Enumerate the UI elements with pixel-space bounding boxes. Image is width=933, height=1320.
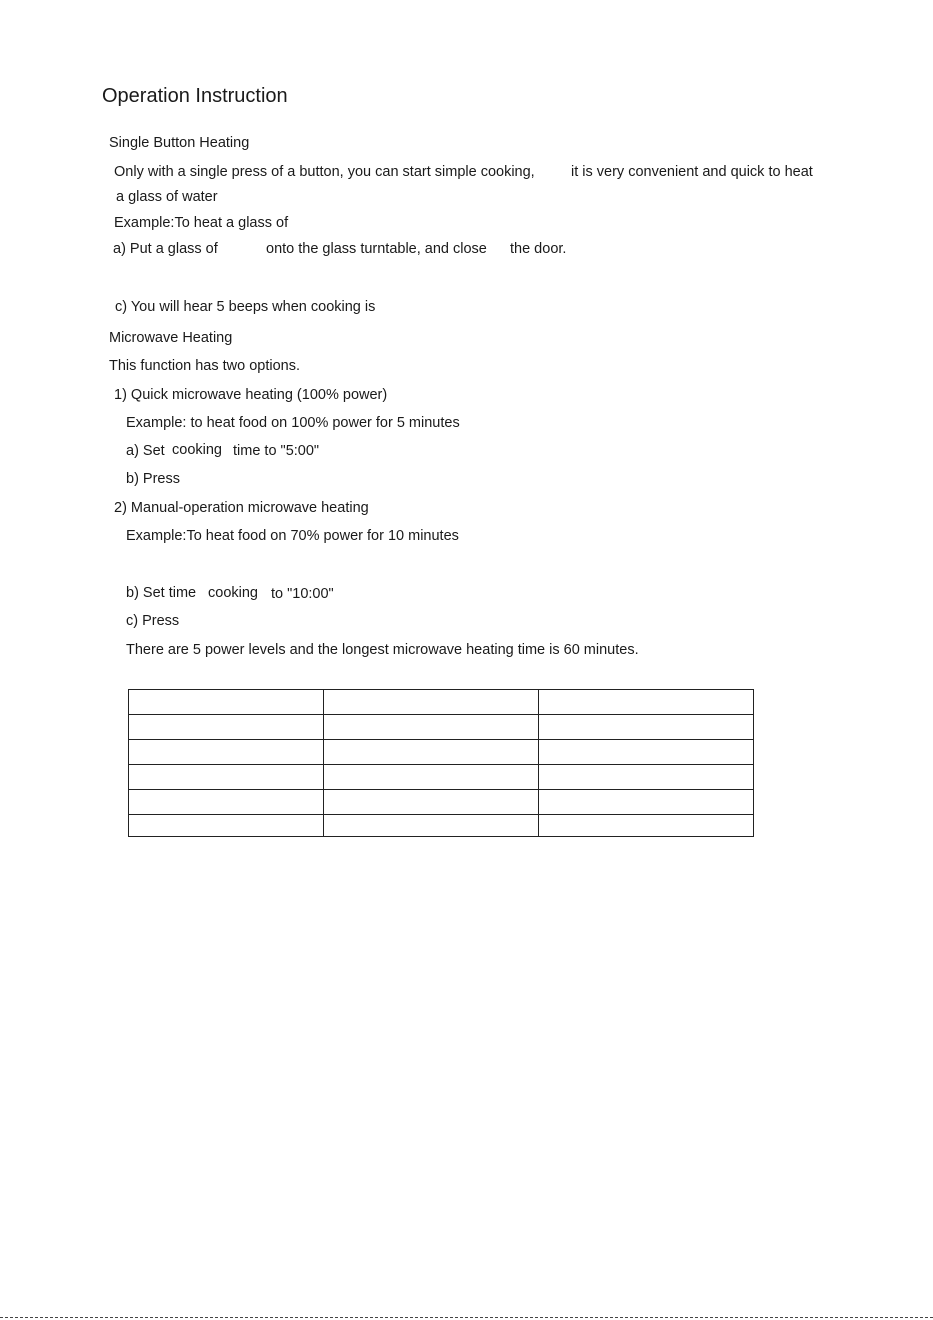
option1-step-a-part1: a) Set — [126, 443, 165, 459]
table-cell — [539, 740, 754, 765]
table-cell — [324, 790, 539, 815]
option1-heading: 1) Quick microwave heating (100% power) — [114, 387, 388, 403]
table-row — [129, 740, 754, 765]
single-button-heading: Single Button Heating — [109, 135, 250, 151]
table-cell — [539, 690, 754, 715]
table-cell — [539, 715, 754, 740]
power-level-table — [128, 689, 754, 837]
table-cell — [129, 740, 324, 765]
table-cell — [129, 790, 324, 815]
single-button-step-c: c) You will hear 5 beeps when cooking is — [115, 299, 376, 315]
table-cell — [539, 815, 754, 837]
table-row — [129, 715, 754, 740]
table-cell — [324, 765, 539, 790]
option2-step-b-part2: cooking — [208, 585, 258, 601]
microwave-heading: Microwave Heating — [109, 330, 233, 346]
microwave-intro: This function has two options. — [109, 358, 301, 374]
option1-step-a-part3: time to "5:00" — [233, 443, 320, 459]
single-button-step-a-part2: onto the glass turntable, and close — [266, 241, 487, 257]
single-button-line1b: it is very convenient and quick to heat — [571, 164, 813, 180]
table-cell — [324, 815, 539, 837]
table-row — [129, 815, 754, 837]
table-cell — [324, 715, 539, 740]
option1-step-b: b) Press — [126, 471, 180, 487]
option1-example: Example: to heat food on 100% power for 5 minutes — [126, 415, 460, 431]
option2-step-b-part3: to "10:00" — [271, 586, 334, 602]
table-cell — [324, 740, 539, 765]
table-cell — [129, 690, 324, 715]
option2-step-b-part1: b) Set time — [126, 585, 197, 601]
table-cell — [539, 790, 754, 815]
option1-step-a-part2: cooking — [172, 442, 222, 458]
table-row — [129, 790, 754, 815]
single-button-example: Example:To heat a glass of — [114, 215, 289, 231]
table-row — [129, 765, 754, 790]
page-bottom-divider — [0, 1317, 933, 1318]
single-button-step-a-part1: a) Put a glass of — [113, 241, 218, 257]
single-button-line1: Only with a single press of a button, you can start simple cooking, — [114, 164, 535, 180]
power-levels-note: There are 5 power levels and the longest microwave heating time is 60 minutes. — [126, 642, 639, 658]
table-cell — [129, 715, 324, 740]
table-cell — [129, 765, 324, 790]
single-button-step-a-part3: the door. — [510, 241, 567, 257]
table-cell — [129, 815, 324, 837]
option2-step-c: c) Press — [126, 613, 180, 629]
page-title: Operation Instruction — [102, 85, 288, 107]
single-button-line2: a glass of water — [116, 189, 218, 205]
table-cell — [539, 765, 754, 790]
table-row — [129, 690, 754, 715]
option2-heading: 2) Manual-operation microwave heating — [114, 500, 369, 516]
option2-example: Example:To heat food on 70% power for 10 minutes — [126, 528, 459, 544]
table-cell — [324, 690, 539, 715]
